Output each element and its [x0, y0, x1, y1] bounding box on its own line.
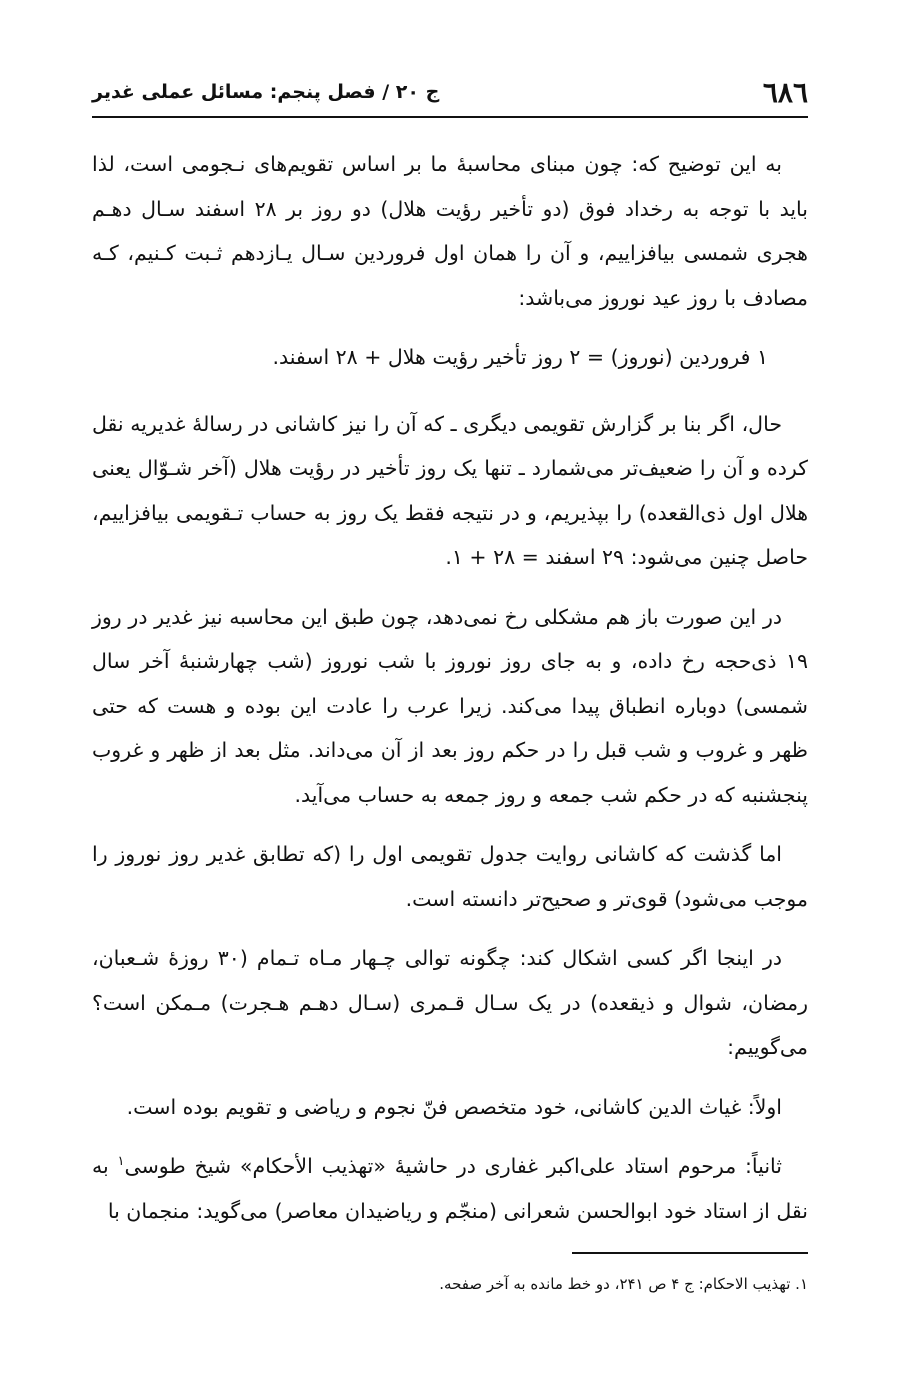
footnote: ۱. تهذیب الاحکام: ج ۴ ص ۲۴۱، دو خط مانده به آخر صفحه. — [439, 1275, 808, 1293]
body-text — [92, 142, 808, 1248]
footnote-reference-mark[interactable]: ۱ — [117, 1154, 125, 1170]
header-rule — [92, 116, 808, 118]
paragraph-objection: در اینجا اگر کسی اشکال کند: چگونه توالی چـهار مـاه تـمام (۳۰ روزهٔ شـعبان، رمضان، شوال و ذیقعده) در یک سـال قـمری (سـال دهـم هـجرت) مـمکن است؟ می‌گوییم: — [92, 946, 808, 1059]
book-page — [92, 0, 808, 1390]
paragraph-intro: به این توضیح که: چون مبنای محاسبهٔ ما بر اساس تقویم‌های نـجومی است، لذا باید با توجه به رخداد فوق (دو تأخیر رؤیت هلال) دو روز بر ۲۸ اسفند سـال دهـم هجری شمسی بیافزاییم، و آن را همان اول فروردین سـال یـازدهم ثـبت کـنیم، کـه مصادف با روز عید نوروز می‌باشد: — [92, 152, 808, 310]
paragraph-kashani-preference: اما گذشت که کاشانی روایت جدول تقویمی اول را (که تطابق غدیر روز نوروز را موجب می‌شود) قوی‌تر و صحیح‌تر دانسته است. — [92, 842, 808, 911]
paragraph-alternative-report: حال، اگر بنا بر گزارش تقویمی دیگری ـ که آن را نیز کاشانی در رسالهٔ غدیریه نقل کرده و آن را ضعیف‌تر می‌شمارد ـ تنها یک روز تأخیر در رؤیت هلال (آخر شـوّال یعنی هلال اول ذی‌القعده) را بپذیریم، و در نتیجه فقط یک روز به حساب تـقویمی بیافزاییم، حاصل چنین می‌شود: ۲۹ اسفند = ۲۸ + ۱. — [92, 411, 808, 569]
paragraph-second-answer-start: ثانیاً: مرحوم استاد علی‌اکبر غفاری در حاشیهٔ «تهذیب الأحکام» شیخ طوسی — [124, 1154, 782, 1178]
paragraph-first-answer: اولاً: غیاث الدین کاشانی، خود متخصص فنّ نجوم و ریاضی و تقویم بوده است. — [126, 1094, 782, 1119]
page-header — [92, 72, 808, 112]
paragraph-second-answer — [92, 1144, 808, 1233]
paragraph-no-problem: در این صورت باز هم مشکلی رخ نمی‌دهد، چون طبق این محاسبه نیز غدیر در روز ۱۹ ذی‌حجه رخ داده، و به جای روز نوروز با شب نوروز (شب چهارشنبهٔ آخر سال شمسی) دوباره انطباق پیدا می‌کند. زیرا عرب را عادت این بوده و هست که حتی ظهر و غروب و شب قبل را در حکم روز بعد از آن می‌داند. مثل بعد از ظهر و غروب پنجشنبه که در حکم شب جمعه و روز جمعه به حساب می‌آید. — [92, 604, 808, 807]
formula-line: ۱ فروردین (نوروز) = ۲ روز تأخیر رؤیت هلال + ۲۸ اسفند. — [272, 345, 768, 369]
page-number: ٦٨٦ — [762, 75, 808, 109]
running-head: ج ۲۰ / فصل پنجم: مسائل عملی غدیر — [92, 81, 440, 103]
paragraph-second-answer-end: به نقل از استاد خود ابوالحسن شعرانی (منجّم و ریاضیدان معاصر) می‌گوید: منجمان با — [92, 1154, 808, 1223]
footnote-rule — [572, 1252, 808, 1254]
